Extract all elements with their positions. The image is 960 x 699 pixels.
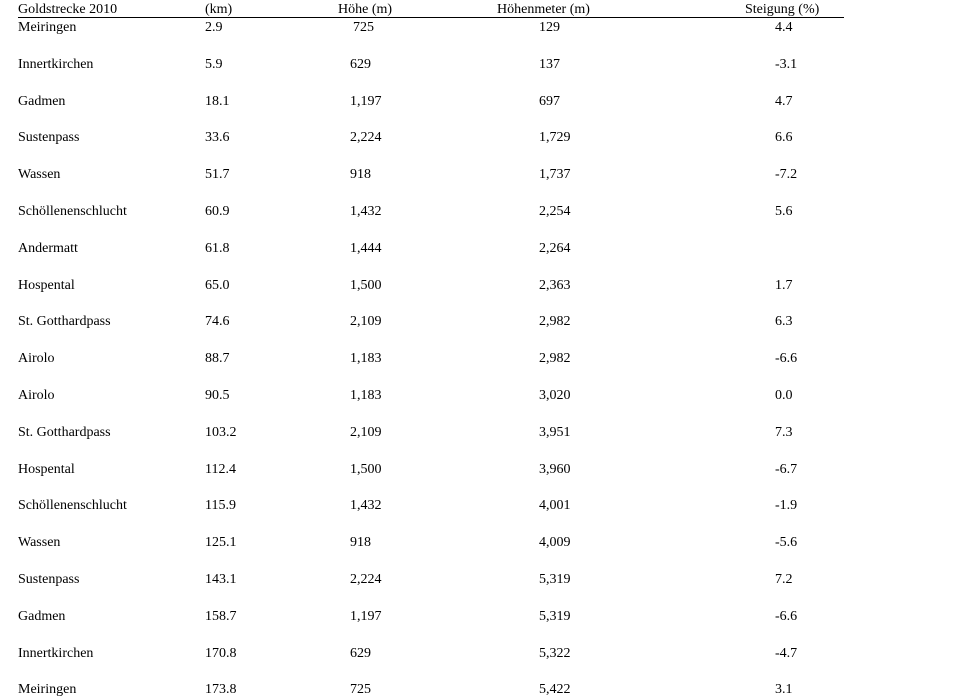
header-underline	[18, 17, 844, 18]
cell-km: 74.6	[205, 314, 230, 329]
cell-location: Gadmen	[18, 94, 66, 109]
cell-km: 158.7	[205, 609, 237, 624]
cell-hoehe: 725	[350, 682, 371, 697]
cell-location: St. Gotthardpass	[18, 425, 111, 440]
cell-hoehe: 1,432	[350, 204, 382, 219]
cell-location: St. Gotthardpass	[18, 314, 111, 329]
cell-hoehenmeter: 3,960	[539, 462, 571, 477]
cell-hoehenmeter: 137	[539, 57, 560, 72]
cell-location: Sustenpass	[18, 572, 80, 587]
cell-hoehe: 1,197	[350, 609, 382, 624]
cell-steigung: 4.7	[775, 94, 793, 109]
cell-hoehe: 918	[350, 535, 371, 550]
cell-km: 2.9	[205, 20, 223, 35]
cell-km: 88.7	[205, 351, 230, 366]
header-steigung: Steigung (%)	[745, 2, 820, 17]
cell-hoehenmeter: 2,363	[539, 278, 571, 293]
table-row	[0, 461, 960, 479]
cell-km: 143.1	[205, 572, 237, 587]
cell-hoehenmeter: 5,319	[539, 572, 571, 587]
cell-km: 115.9	[205, 498, 236, 513]
cell-location: Schöllenenschlucht	[18, 204, 127, 219]
cell-km: 61.8	[205, 241, 230, 256]
cell-km: 33.6	[205, 130, 230, 145]
header-goldstrecke: Goldstrecke 2010	[18, 2, 118, 17]
cell-km: 5.9	[205, 57, 223, 72]
table-header-row	[0, 1, 960, 19]
cell-steigung: 1.7	[775, 278, 793, 293]
cell-hoehe: 2,109	[350, 425, 382, 440]
cell-hoehe: 2,109	[350, 314, 382, 329]
cell-hoehe: 1,432	[350, 498, 382, 513]
cell-location: Sustenpass	[18, 130, 80, 145]
table-row	[0, 571, 960, 589]
cell-hoehenmeter: 1,737	[539, 167, 571, 182]
table-row	[0, 203, 960, 221]
cell-hoehenmeter: 4,001	[539, 498, 571, 513]
cell-km: 112.4	[205, 462, 236, 477]
cell-steigung: 5.6	[775, 204, 793, 219]
cell-hoehe: 1,500	[350, 462, 382, 477]
cell-hoehenmeter: 1,729	[539, 130, 571, 145]
cell-steigung: -3.1	[775, 57, 798, 72]
header-hoehenmeter: Höhenmeter (m)	[497, 2, 590, 17]
cell-steigung: -6.7	[775, 462, 798, 477]
cell-location: Innertkirchen	[18, 57, 94, 72]
table-row	[0, 19, 960, 37]
cell-steigung: -4.7	[775, 646, 798, 661]
cell-hoehenmeter: 2,254	[539, 204, 571, 219]
table-row	[0, 277, 960, 295]
cell-km: 90.5	[205, 388, 230, 403]
cell-hoehenmeter: 5,319	[539, 609, 571, 624]
cell-hoehe: 1,183	[350, 388, 382, 403]
table-row	[0, 129, 960, 147]
cell-location: Wassen	[18, 535, 61, 550]
cell-steigung: 6.6	[775, 130, 793, 145]
cell-steigung: -1.9	[775, 498, 798, 513]
cell-steigung: 7.2	[775, 572, 793, 587]
cell-steigung: -6.6	[775, 609, 798, 624]
table-row	[0, 424, 960, 442]
cell-steigung: -6.6	[775, 351, 798, 366]
cell-location: Schöllenenschlucht	[18, 498, 127, 513]
cell-steigung: 7.3	[775, 425, 793, 440]
cell-location: Airolo	[18, 388, 55, 403]
cell-hoehenmeter: 5,322	[539, 646, 571, 661]
cell-steigung: 6.3	[775, 314, 793, 329]
cell-hoehe: 2,224	[350, 572, 382, 587]
table-row	[0, 534, 960, 552]
cell-hoehenmeter: 2,264	[539, 241, 571, 256]
cell-hoehe: 1,197	[350, 94, 382, 109]
table-row	[0, 93, 960, 111]
cell-location: Airolo	[18, 351, 55, 366]
cell-hoehenmeter: 4,009	[539, 535, 571, 550]
table-row	[0, 166, 960, 184]
cell-steigung: 3.1	[775, 682, 793, 697]
cell-steigung: -5.6	[775, 535, 798, 550]
cell-hoehenmeter: 5,422	[539, 682, 571, 697]
cell-hoehenmeter: 129	[539, 20, 560, 35]
header-hoehe: Höhe (m)	[338, 2, 393, 17]
cell-hoehe: 2,224	[350, 130, 382, 145]
cell-km: 170.8	[205, 646, 237, 661]
cell-hoehenmeter: 697	[539, 94, 560, 109]
cell-location: Meiringen	[18, 682, 77, 697]
table-row	[0, 681, 960, 699]
cell-steigung: -7.2	[775, 167, 798, 182]
cell-hoehe: 629	[350, 646, 371, 661]
cell-hoehe: 918	[350, 167, 371, 182]
cell-hoehenmeter: 2,982	[539, 314, 571, 329]
cell-hoehe: 1,444	[350, 241, 382, 256]
cell-steigung: 4.4	[775, 20, 793, 35]
cell-km: 65.0	[205, 278, 230, 293]
table-row	[0, 313, 960, 331]
cell-hoehe: 1,500	[350, 278, 382, 293]
cell-hoehenmeter: 3,951	[539, 425, 571, 440]
table-row	[0, 608, 960, 626]
cell-km: 173.8	[205, 682, 237, 697]
header-km: (km)	[205, 2, 233, 17]
cell-km: 125.1	[205, 535, 237, 550]
cell-hoehe: 725	[353, 20, 374, 35]
table-row	[0, 240, 960, 258]
cell-location: Hospental	[18, 462, 75, 477]
cell-location: Gadmen	[18, 609, 66, 624]
cell-steigung: 0.0	[775, 388, 793, 403]
cell-location: Innertkirchen	[18, 646, 94, 661]
table-row	[0, 497, 960, 515]
cell-hoehenmeter: 3,020	[539, 388, 571, 403]
table-row	[0, 645, 960, 663]
cell-hoehe: 1,183	[350, 351, 382, 366]
cell-location: Andermatt	[18, 241, 78, 256]
table-row	[0, 56, 960, 74]
cell-km: 60.9	[205, 204, 230, 219]
cell-km: 51.7	[205, 167, 230, 182]
table-row	[0, 387, 960, 405]
cell-km: 18.1	[205, 94, 230, 109]
cell-location: Wassen	[18, 167, 61, 182]
cell-location: Meiringen	[18, 20, 77, 35]
cell-hoehe: 629	[350, 57, 371, 72]
table-row	[0, 350, 960, 368]
cell-location: Hospental	[18, 278, 75, 293]
cell-km: 103.2	[205, 425, 237, 440]
cell-hoehenmeter: 2,982	[539, 351, 571, 366]
